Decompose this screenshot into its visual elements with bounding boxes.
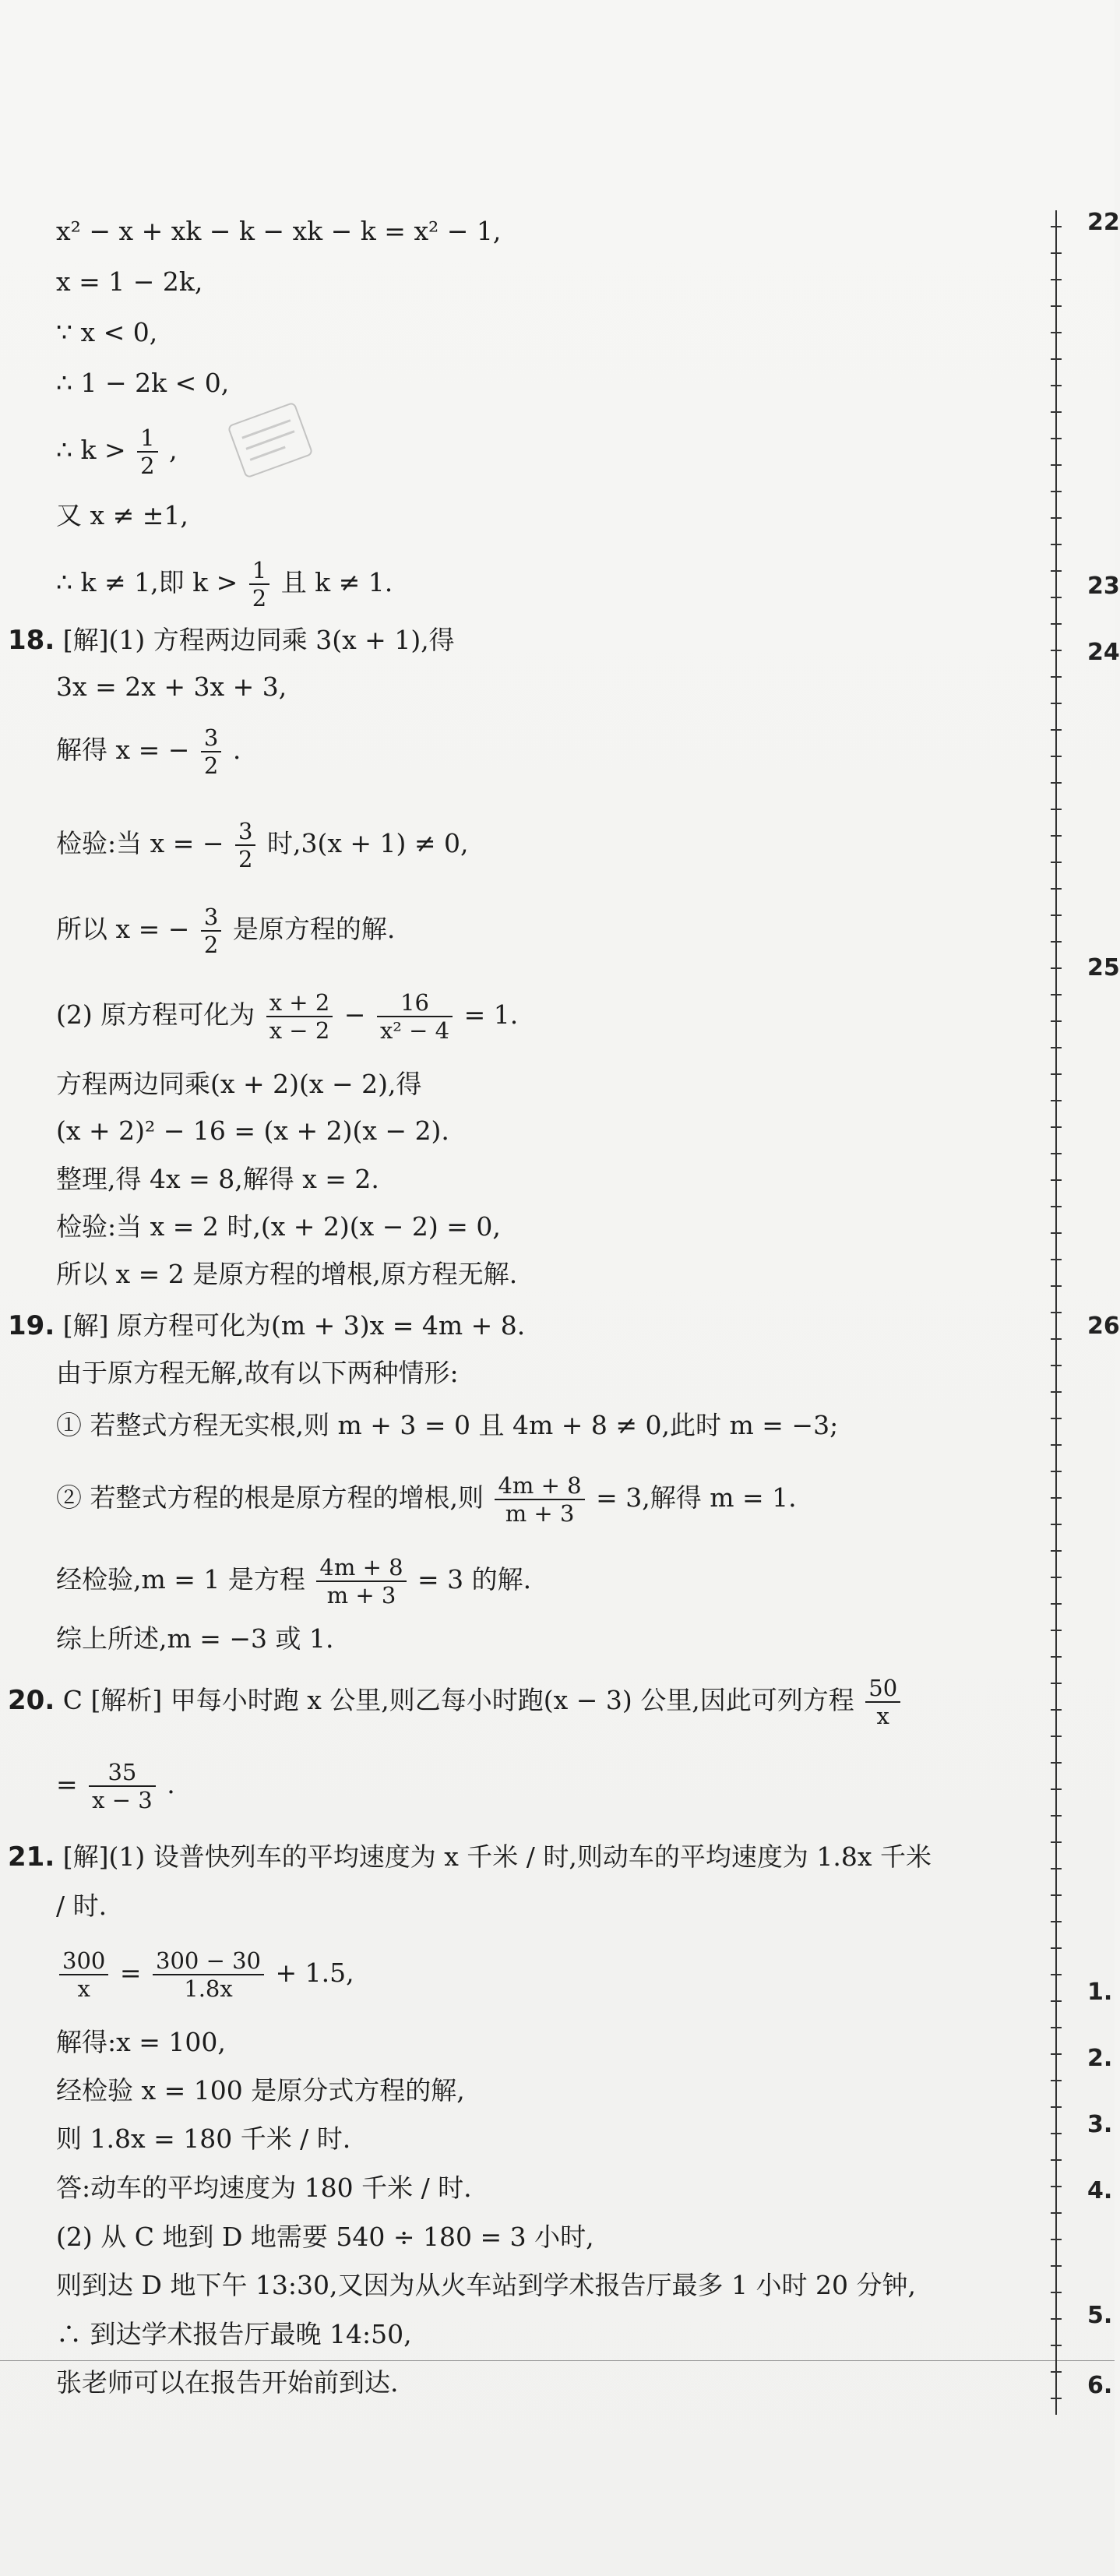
- margin-tick: [1051, 2027, 1062, 2028]
- margin-tick: [1051, 1444, 1062, 1446]
- side-question-number: 23: [1087, 573, 1120, 600]
- line-k-conclusion-post: 且 k ≠ 1.: [280, 567, 393, 597]
- margin-tick: [1051, 305, 1062, 307]
- line-q18-nosolution: 所以 x = 2 是原方程的增根,原方程无解.: [56, 1259, 518, 1289]
- side-question-number: 1.: [1087, 1979, 1113, 2006]
- margin-tick: [1051, 676, 1062, 678]
- margin-tick: [1051, 1153, 1062, 1154]
- fraction-numerator: 3: [201, 724, 221, 752]
- margin-tick: [1051, 809, 1062, 810]
- line-q21-conclusion: 张老师可以在报告开始前到达.: [56, 2367, 399, 2398]
- fraction-numerator: 4m + 8: [316, 1554, 406, 1582]
- fraction-denominator: x: [876, 1703, 889, 1729]
- margin-tick: [1051, 1365, 1062, 1366]
- margin-tick: [1051, 1497, 1062, 1499]
- line-q21-arrival: 则到达 D 地下午 13:30,又因为从火车站到学术报告厅最多 1 小时 20 分钟,: [56, 2270, 916, 2300]
- line-q18-simplify: 整理,得 4x = 8,解得 x = 2.: [56, 1164, 379, 1194]
- margin-tick: [1051, 1762, 1062, 1764]
- margin-tick: [1051, 1709, 1062, 1711]
- line-q18-conclude-pre: 所以 x = −: [56, 914, 190, 944]
- fraction-numerator: 35: [89, 1759, 156, 1787]
- margin-tick: [1051, 226, 1062, 227]
- margin-tick: [1051, 703, 1062, 704]
- margin-tick: [1051, 1391, 1062, 1393]
- fraction-denominator: x: [77, 1975, 90, 2002]
- margin-tick: [1051, 1471, 1062, 1472]
- margin-tick: [1051, 2398, 1062, 2399]
- fraction-denominator: x − 2: [269, 1017, 330, 1044]
- margin-tick: [1051, 544, 1062, 545]
- fraction-denominator: 2: [238, 846, 253, 872]
- fraction-denominator: x − 3: [92, 1787, 153, 1813]
- line-x-not-pm1: 又 x ≠ ±1,: [56, 500, 188, 530]
- margin-tick: [1051, 1947, 1062, 1949]
- line-q18-solve-post: .: [232, 735, 241, 765]
- side-question-number: 6.: [1087, 2372, 1113, 2399]
- margin-tick: [1051, 464, 1062, 466]
- margin-tick: [1051, 1841, 1062, 1843]
- line-q19-check: [56, 1554, 531, 1609]
- margin-tick: [1051, 1285, 1062, 1287]
- line-q18-conclude: [56, 904, 395, 958]
- margin-tick: [1051, 1577, 1062, 1578]
- line-therefore: ∴ 1 − 2k < 0,: [56, 368, 230, 398]
- line-q20-cont: [56, 1759, 175, 1813]
- side-question-number: 24: [1087, 639, 1120, 666]
- line-q19-case2-pre: ② 若整式方程的根是原方程的增根,则: [56, 1482, 484, 1513]
- margin-tick: [1051, 862, 1062, 863]
- margin-tick: [1051, 1206, 1062, 1207]
- fraction: [201, 904, 221, 958]
- fraction: [249, 557, 269, 611]
- line-q21-speed: 则 1.8x = 180 千米 / 时.: [56, 2123, 351, 2154]
- margin-tick: [1051, 2186, 1062, 2187]
- stamp-icon: [218, 393, 322, 488]
- margin-tick: [1051, 2345, 1062, 2346]
- fraction-denominator: 1.8x: [184, 1975, 233, 2002]
- line-q18-part2: [56, 989, 518, 1044]
- fraction-numerator: x + 2: [266, 989, 333, 1017]
- margin-tick: [1051, 597, 1062, 598]
- line-q18-check: [56, 818, 469, 872]
- line-q21-unit: / 时.: [56, 1891, 107, 1921]
- fraction: [495, 1472, 584, 1527]
- line-k-greater: [56, 425, 178, 479]
- side-question-number: 5.: [1087, 2302, 1113, 2329]
- margin-tick: [1051, 2292, 1062, 2293]
- fraction-numerator: 1: [249, 557, 269, 585]
- margin-tick: [1051, 994, 1062, 996]
- fraction: [316, 1554, 406, 1609]
- margin-tick: [1051, 491, 1062, 492]
- line-q18-expand: (x + 2)² − 16 = (x + 2)(x − 2).: [56, 1115, 449, 1146]
- side-question-number: 3.: [1087, 2111, 1113, 2138]
- margin-tick: [1051, 782, 1062, 784]
- margin-tick: [1051, 1603, 1062, 1605]
- margin-tick: [1051, 2053, 1062, 2055]
- line-k-greater-pre: ∴ k >: [56, 435, 126, 465]
- fraction: [266, 989, 333, 1044]
- margin-tick: [1051, 2371, 1062, 2373]
- question-18-header: [8, 623, 455, 657]
- line-q19-check-post: = 3 的解.: [417, 1564, 532, 1595]
- margin-tick: [1051, 888, 1062, 890]
- margin-tick: [1051, 1338, 1062, 1340]
- fraction: [235, 818, 255, 872]
- line-q19-case2-post: = 3,解得 m = 1.: [596, 1482, 797, 1513]
- margin-tick: [1051, 332, 1062, 333]
- question-20-header: [8, 1675, 903, 1729]
- line-q18-solve-pre: 解得 x = −: [56, 735, 190, 765]
- line-x-value: x = 1 − 2k,: [56, 266, 203, 297]
- line-k-greater-post: ,: [169, 435, 178, 465]
- line-q20-cont-post: .: [167, 1769, 175, 1799]
- fraction-numerator: 16: [377, 989, 453, 1017]
- line-q21-latest: ∴ 到达学术报告厅最晚 14:50,: [56, 2319, 412, 2349]
- margin-tick: [1051, 756, 1062, 757]
- margin-tick: [1051, 914, 1062, 916]
- margin-tick: [1051, 2106, 1062, 2108]
- fraction-denominator: 2: [203, 752, 219, 779]
- line-q18-eq: 3x = 2x + 3x + 3,: [56, 671, 287, 702]
- line-q18-multiply: 方程两边同乘(x + 2)(x − 2),得: [56, 1069, 422, 1099]
- fraction-numerator: 3: [235, 818, 255, 846]
- margin-tick: [1051, 1100, 1062, 1101]
- question-text: C [解析] 甲每小时跑 x 公里,则乙每小时跑(x − 3) 公里,因此可列方程: [62, 1685, 854, 1715]
- fraction-numerator: 1: [137, 425, 157, 453]
- margin-tick: [1051, 570, 1062, 572]
- fraction-numerator: 4m + 8: [495, 1472, 584, 1500]
- line-q19-case2: [56, 1472, 797, 1527]
- question-number: 18.: [8, 625, 55, 656]
- fraction-numerator: 50: [865, 1675, 900, 1703]
- side-question-number: 4.: [1087, 2177, 1113, 2204]
- line-k-conclusion-pre: ∴ k ≠ 1,即 k >: [56, 567, 238, 597]
- line-q21-part2: (2) 从 C 地到 D 地需要 540 ÷ 180 = 3 小时,: [56, 2222, 594, 2252]
- margin-tick: [1051, 835, 1062, 837]
- question-text: [解](1) 设普快列车的平均速度为 x 千米 / 时,则动车的平均速度为 1.8x 千米: [62, 1841, 932, 1872]
- line-q19-summary: 综上所述,m = −3 或 1.: [56, 1623, 334, 1654]
- margin-tick: [1051, 967, 1062, 969]
- margin-tick: [1051, 2265, 1062, 2267]
- margin-tick: [1051, 1683, 1062, 1684]
- line-because: ∵ x < 0,: [56, 317, 158, 347]
- margin-tick: [1051, 2133, 1062, 2134]
- fraction-numerator: 300: [59, 1947, 108, 1975]
- line-q18-solve: [56, 724, 241, 779]
- margin-tick: [1051, 1126, 1062, 1128]
- line-q19-cases: 由于原方程无解,故有以下两种情形:: [56, 1358, 459, 1388]
- margin-tick: [1051, 1179, 1062, 1181]
- question-text: [解] 原方程可化为(m + 3)x = 4m + 8.: [62, 1310, 526, 1341]
- question-number: 19.: [8, 1310, 55, 1341]
- margin-tick: [1051, 1788, 1062, 1790]
- margin-tick: [1051, 2318, 1062, 2320]
- fraction-numerator: 300 − 30: [153, 1947, 264, 1975]
- margin-tick: [1051, 517, 1062, 519]
- line-q20-cont-pre: =: [56, 1769, 78, 1799]
- margin-tick: [1051, 2000, 1062, 2002]
- fraction-denominator: m + 3: [326, 1582, 396, 1609]
- question-number: 20.: [8, 1685, 55, 1716]
- fraction: [59, 1947, 108, 2002]
- question-text: [解](1) 方程两边同乘 3(x + 1),得: [62, 625, 455, 655]
- line-q21-answer: 答:动车的平均速度为 180 千米 / 时.: [56, 2173, 472, 2203]
- margin-tick: [1051, 358, 1062, 360]
- fraction: [865, 1675, 900, 1729]
- margin-tick: [1051, 1047, 1062, 1048]
- question-19-header: [8, 1309, 525, 1343]
- fraction-denominator: x² − 4: [379, 1017, 450, 1044]
- margin-tick: [1051, 385, 1062, 386]
- line-q18-conclude-post: 是原方程的解.: [232, 914, 396, 944]
- margin-tick: [1051, 2080, 1062, 2081]
- side-question-number: 22: [1087, 209, 1120, 236]
- fraction: [89, 1759, 156, 1813]
- margin-tick: [1051, 1921, 1062, 1922]
- fraction: [153, 1947, 264, 2002]
- line-q19-check-pre: 经检验,m = 1 是方程: [56, 1564, 305, 1595]
- fraction: [137, 425, 157, 479]
- margin-tick: [1051, 1736, 1062, 1737]
- question-21-header: [8, 1840, 932, 1874]
- margin-tick: [1051, 1073, 1062, 1075]
- line-q18-check-pre: 检验:当 x = −: [56, 828, 224, 858]
- fraction: [201, 724, 221, 779]
- margin-tick: [1051, 252, 1062, 254]
- question-number: 21.: [8, 1841, 55, 1873]
- margin-tick: [1051, 729, 1062, 731]
- margin-tick: [1051, 411, 1062, 413]
- line-q18-part2-pre: (2) 原方程可化为: [56, 999, 255, 1030]
- side-question-number: 26: [1087, 1313, 1120, 1340]
- margin-tick: [1051, 1312, 1062, 1313]
- fraction-denominator: m + 3: [505, 1500, 575, 1527]
- line-q19-case1: ① 若整式方程无实根,则 m + 3 = 0 且 4m + 8 ≠ 0,此时 m = −3;: [56, 1410, 839, 1440]
- line-q21-verify: 经检验 x = 100 是原分式方程的解,: [56, 2075, 465, 2106]
- margin-tick: [1051, 1894, 1062, 1896]
- line-k-conclusion: [56, 557, 393, 611]
- fraction: [377, 989, 453, 1044]
- fraction-denominator: 2: [140, 453, 155, 479]
- line-q18-check-post: 时,3(x + 1) ≠ 0,: [266, 828, 469, 858]
- margin-tick: [1051, 1524, 1062, 1525]
- line-q18-verify: 检验:当 x = 2 时,(x + 2)(x − 2) = 0,: [56, 1211, 501, 1242]
- margin-tick: [1051, 650, 1062, 651]
- margin-tick: [1051, 1418, 1062, 1419]
- margin-tick: [1051, 623, 1062, 625]
- margin-tick: [1051, 438, 1062, 439]
- margin-tick: [1051, 1974, 1062, 1975]
- margin-tick: [1051, 2239, 1062, 2240]
- side-question-number: 2.: [1087, 2045, 1113, 2072]
- margin-tick: [1051, 941, 1062, 943]
- margin-tick: [1051, 1020, 1062, 1022]
- line-q21-eq-post: + 1.5,: [275, 1958, 354, 1988]
- margin-tick: [1051, 2212, 1062, 2214]
- margin-tick: [1051, 1868, 1062, 1869]
- line-q18-part2-post: = 1.: [463, 999, 519, 1030]
- fraction-numerator: 3: [201, 904, 221, 932]
- margin-tick: [1051, 1259, 1062, 1260]
- line-q21-eq-mid: =: [119, 1958, 142, 1988]
- line-q21-solve: 解得:x = 100,: [56, 2027, 226, 2057]
- margin-tick: [1051, 1550, 1062, 1552]
- margin-tick: [1051, 1630, 1062, 1631]
- line-expansion: x² − x + xk − k − xk − k = x² − 1,: [56, 216, 502, 246]
- fraction-denominator: 2: [203, 932, 219, 958]
- margin-tick: [1051, 279, 1062, 280]
- margin-tick: [1051, 1815, 1062, 1817]
- line-q18-part2-mid: −: [343, 999, 366, 1030]
- line-q21-equation: [56, 1947, 354, 2002]
- page-bottom-rule: [0, 2360, 1115, 2361]
- fraction-denominator: 2: [252, 585, 267, 611]
- side-question-number: 25: [1087, 954, 1120, 981]
- margin-tick: [1051, 1232, 1062, 1234]
- margin-tick: [1051, 1656, 1062, 1658]
- margin-tick: [1051, 2159, 1062, 2161]
